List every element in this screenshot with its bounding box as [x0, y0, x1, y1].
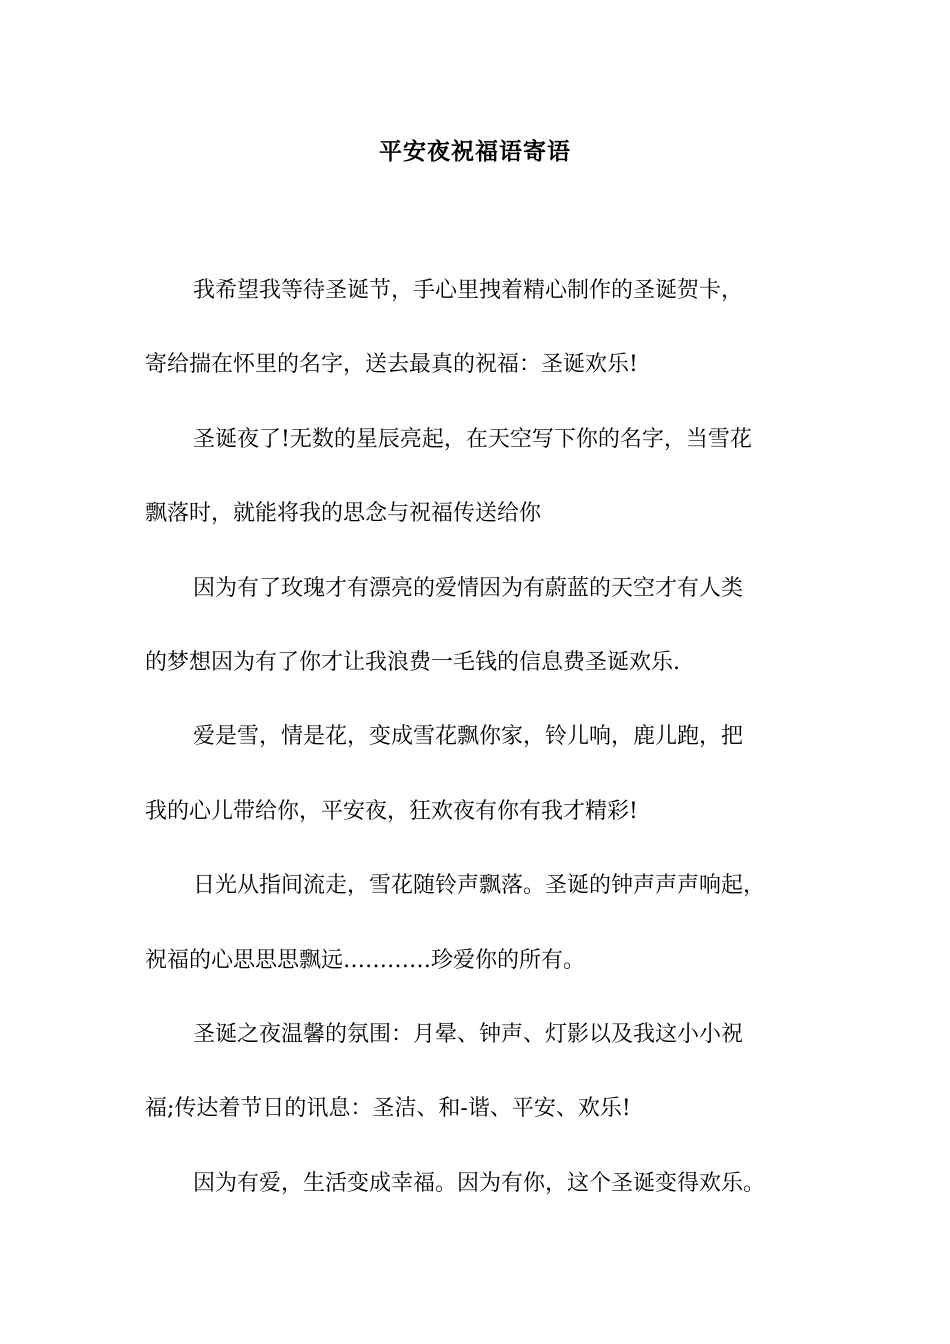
- paragraph: [145, 998, 825, 1147]
- document-title: 平安夜祝福语寄语: [379, 138, 571, 165]
- paragraph: [145, 849, 825, 998]
- paragraph-line: 的梦想因为有了你才让我浪费一毛钱的信息费圣诞欢乐.: [145, 650, 680, 676]
- paragraph-line: 我的心儿带给你，平安夜，狂欢夜有你有我才精彩!: [145, 798, 638, 824]
- paragraph-line: 福;传达着节日的讯息：圣洁、和-谐、平安、欢乐!: [145, 1096, 631, 1122]
- paragraph: [145, 700, 825, 849]
- paragraph-line: 因为有爱，生活变成幸福。因为有你，这个圣诞变得欢乐。: [193, 1170, 766, 1196]
- paragraph: [145, 552, 825, 701]
- paragraph-line: 我希望我等待圣诞节，手心里拽着精心制作的圣诞贺卡，: [193, 278, 744, 303]
- paragraph-line: 圣诞夜了!无数的星辰亮起，在天空写下你的名字，当雪花: [193, 426, 752, 452]
- paragraph: [145, 403, 825, 552]
- paragraph-line: 因为有了玫瑰才有漂亮的爱情因为有蔚蓝的天空才有人类: [193, 575, 744, 601]
- paragraph-line: 寄给揣在怀里的名字，送去最真的祝福：圣诞欢乐!: [145, 352, 638, 378]
- paragraph-line: 日光从指间流走，雪花随铃声飘落。圣诞的钟声声声响起，: [193, 873, 766, 899]
- paragraph: [145, 254, 825, 403]
- document-body: [145, 254, 825, 1221]
- paragraph-line: 飘落时，就能将我的思念与祝福传送给你: [145, 501, 542, 527]
- paragraph-line: 祝福的心思思思飘远…………珍爱你的所有。: [145, 947, 586, 973]
- paragraph-line: 爱是雪，情是花，变成雪花飘你家，铃儿响，鹿儿跑，把: [193, 724, 744, 750]
- paragraph-line: 圣诞之夜温馨的氛围：月晕、钟声、灯影以及我这小小祝: [193, 1022, 744, 1048]
- paragraph: [145, 1147, 825, 1221]
